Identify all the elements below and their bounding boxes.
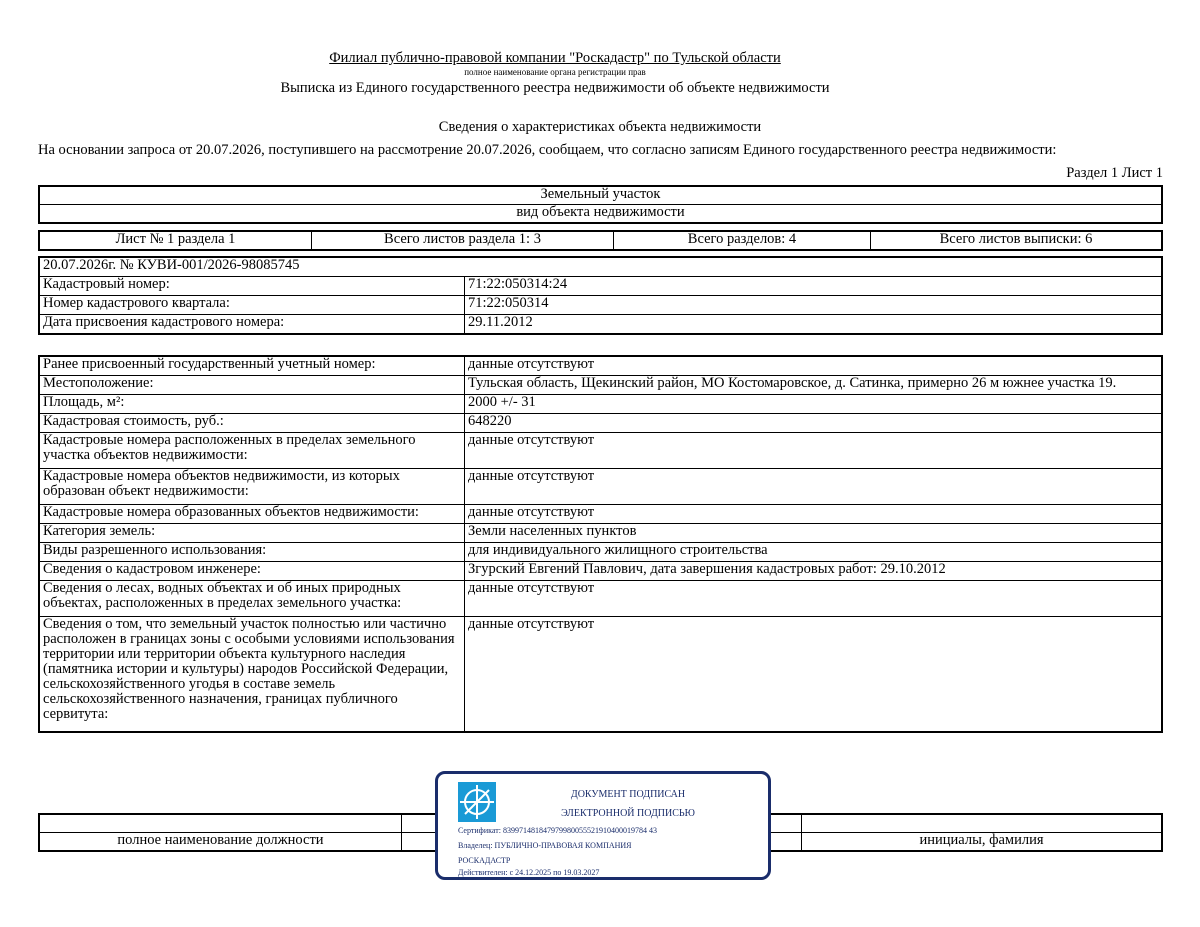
detail-row	[40, 376, 1162, 395]
name-caption: инициалы, фамилия	[802, 833, 1162, 851]
detail-row	[40, 357, 1162, 376]
detail-row	[40, 617, 1162, 732]
field-label: Кадастровые номера объектов недвижимости, из которых образован объект недвижимости:	[40, 469, 465, 505]
field-label: Кадастровые номера расположенных в пределах земельного участка объектов недвижимости:	[40, 433, 465, 469]
field-label: Кадастровые номера образованных объектов недвижимости:	[40, 505, 465, 524]
main-info-row	[40, 315, 1162, 334]
roskadastr-logo-icon	[458, 782, 496, 822]
details-box	[38, 355, 1163, 733]
stamp-line1: ДОКУМЕНТ ПОДПИСАН	[570, 789, 686, 800]
organization-name: Филиал публично-правовой компании "Роскадастр" по Тульской области	[329, 50, 781, 66]
main-info-row	[40, 277, 1162, 296]
field-value: 71:22:050314:24	[465, 277, 1162, 296]
electronic-signature-stamp	[435, 771, 771, 880]
field-label: Категория земель:	[40, 524, 465, 543]
document-title: Выписка из Единого государственного реестра недвижимости об объекте недвижимости	[280, 80, 830, 96]
field-label: Площадь, м²:	[40, 395, 465, 414]
field-value: Земли населенных пунктов	[465, 524, 1162, 543]
sheet-number: Лист № 1 раздела 1	[40, 232, 312, 250]
field-label: Сведения о том, что земельный участок полностью или частично расположен в границах зоны с особыми условиями использования территории или территории объекта культурного наследия (памятника истории и культуры) народов Российской Федерации, сельскохозяйственного угодья в составе земель сельскохозяйственного назначения, границах публичного сервитута:	[40, 617, 465, 732]
object-type: Земельный участок	[40, 187, 1162, 205]
field-value: данные отсутствуют	[465, 433, 1162, 469]
detail-row	[40, 505, 1162, 524]
stamp-owner: Владелец: ПУБЛИЧНО-ПРАВОВАЯ КОМПАНИЯ	[458, 841, 632, 850]
main-info-row	[40, 296, 1162, 315]
detail-row	[40, 469, 1162, 505]
field-value: для индивидуального жилищного строительства	[465, 543, 1162, 562]
object-type-box	[38, 185, 1163, 224]
detail-row	[40, 433, 1162, 469]
field-value: 29.11.2012	[465, 315, 1162, 334]
field-value: 648220	[465, 414, 1162, 433]
field-label: Сведения о кадастровом инженере:	[40, 562, 465, 581]
stamp-validity: Действителен: с 24.12.2025 по 19.03.2027	[458, 868, 600, 877]
extract-number: 20.07.2026г. № КУВИ-001/2026-98085745	[40, 258, 1162, 277]
field-label: Кадастровая стоимость, руб.:	[40, 414, 465, 433]
field-label: Номер кадастрового квартала:	[40, 296, 465, 315]
field-value: данные отсутствуют	[465, 469, 1162, 505]
sheets-box	[38, 230, 1163, 251]
total-sheets: Всего листов выписки: 6	[871, 232, 1162, 250]
detail-row	[40, 524, 1162, 543]
field-label: Дата присвоения кадастрового номера:	[40, 315, 465, 334]
position-caption: полное наименование должности	[40, 833, 402, 851]
stamp-line2: ЭЛЕКТРОННОЙ ПОДПИСЬЮ	[561, 808, 695, 819]
field-value: данные отсутствуют	[465, 617, 1162, 732]
detail-row	[40, 562, 1162, 581]
detail-row	[40, 581, 1162, 617]
field-value: 2000 +/- 31	[465, 395, 1162, 414]
sheets-in-section: Всего листов раздела 1: 3	[312, 232, 614, 250]
document-subtitle: Сведения о характеристиках объекта недвижимости	[438, 119, 762, 135]
stamp-owner-name: РОСКАДАСТР	[458, 856, 511, 865]
main-info-box	[38, 256, 1163, 335]
field-label: Ранее присвоенный государственный учетный номер:	[40, 357, 465, 376]
object-type-caption: вид объекта недвижимости	[40, 205, 1162, 223]
request-basis: На основании запроса от 20.07.2026, поступившего на рассмотрение 20.07.2026, сообщаем, что согласно записям Единого государственного реестра недвижимости:	[38, 142, 1057, 158]
field-value: данные отсутствуют	[465, 357, 1162, 376]
total-sections: Всего разделов: 4	[614, 232, 871, 250]
field-label: Виды разрешенного использования:	[40, 543, 465, 562]
field-value: Згурский Евгений Павлович, дата завершения кадастровых работ: 29.10.2012	[465, 562, 1162, 581]
field-label: Сведения о лесах, водных объектах и об иных природных объектах, расположенных в пределах земельного участка:	[40, 581, 465, 617]
field-value: Тульская область, Щекинский район, МО Костомаровское, д. Сатинка, примерно 26 м южнее участка 19.	[465, 376, 1162, 395]
field-value: данные отсутствуют	[465, 581, 1162, 617]
field-label: Местоположение:	[40, 376, 465, 395]
field-value: 71:22:050314	[465, 296, 1162, 315]
detail-row	[40, 395, 1162, 414]
organization-caption: полное наименование органа регистрации прав	[464, 67, 646, 77]
detail-row	[40, 414, 1162, 433]
field-value: данные отсутствуют	[465, 505, 1162, 524]
section-label: Раздел 1 Лист 1	[1066, 165, 1163, 181]
field-label: Кадастровый номер:	[40, 277, 465, 296]
detail-row	[40, 543, 1162, 562]
stamp-certificate: Сертификат: 839971481847979980055521910400019784 43	[458, 826, 657, 835]
